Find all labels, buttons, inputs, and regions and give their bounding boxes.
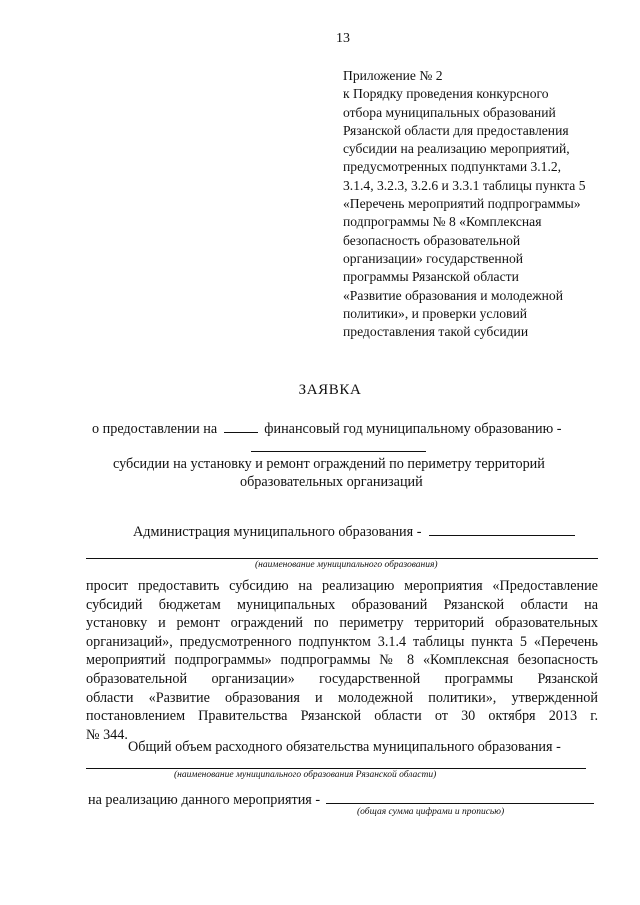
amount-blank-field[interactable] [326, 789, 594, 804]
body-line: образовательной организации» государственной программы Рязанской [86, 670, 598, 687]
body-line: просит предоставить субсидию на реализацию мероприятия «Предоставление [86, 578, 598, 594]
municipality-full-name-line[interactable] [86, 558, 598, 559]
appendix-line: Рязанской области для предоставления [343, 122, 569, 138]
implementation-label: на реализацию данного мероприятия - [88, 792, 321, 808]
page-number: 13 [336, 31, 350, 46]
body-line: организаций», предусмотренного подпунктом 3.1.4 таблицы пункта 5 «Перечень [86, 633, 598, 650]
caption-amount: (общая сумма цифрами и прописью) [357, 807, 505, 817]
appendix-line: безопасность образовательной [343, 232, 521, 248]
subtitle-line-2: субсидии на установку и ремонт ограждений по периметру территорий [113, 456, 545, 472]
subtitle-line-3: образовательных организаций [240, 474, 423, 490]
caption-municipality: (наименование муниципального образования) [255, 560, 438, 570]
administration-blank-field[interactable] [429, 521, 575, 536]
body-line: постановлением Правительства Рязанской области от 30 октября 2013 г. [86, 708, 598, 725]
appendix-header [343, 67, 618, 341]
appendix-line: к Порядку проведения конкурсного [343, 86, 549, 102]
body-line: области «Развитие образования и молодежной политики», утвержденной [86, 689, 598, 706]
subtitle-before: о предоставлении на [92, 421, 218, 437]
body-line: мероприятий подпрограммы» подпрограммы № 8 «Комплексная безопасность [86, 652, 598, 669]
appendix-line: предоставления такой субсидии [343, 324, 529, 340]
appendix-line: организации» государственной [343, 250, 524, 266]
subtitle-line-1 [92, 418, 561, 438]
implementation-line [88, 789, 594, 809]
subtitle-after: финансовый год муниципальному образованию - [264, 421, 562, 437]
document-title: ЗАЯВКА [298, 382, 362, 398]
municipality-name-blank[interactable] [251, 451, 426, 452]
appendix-line: предусмотренных подпунктами 3.1.2, [343, 159, 562, 175]
body-line: № 344. [86, 726, 128, 743]
year-blank-field[interactable] [224, 418, 258, 433]
request-body [86, 577, 598, 744]
appendix-line: отбора муниципальных образований [343, 104, 556, 120]
administration-line [133, 521, 575, 541]
appendix-line: 3.1.4, 3.2.3, 3.2.6 и 3.3.1 таблицы пункта 5 [343, 177, 586, 193]
body-line: установку и ремонт ограждений по периметру территорий образовательных [86, 615, 598, 632]
municipality-region-line[interactable] [86, 768, 586, 769]
appendix-line: политики», и проверки условий [343, 305, 528, 321]
appendix-line: программы Рязанской области [343, 269, 519, 285]
appendix-line: субсидии на реализацию мероприятий, [343, 141, 570, 157]
appendix-line: «Перечень мероприятий подпрограммы» [343, 196, 581, 212]
administration-label: Администрация муниципального образования - [133, 524, 422, 540]
body-line: субсидий бюджетам муниципальных образований Рязанской области на [86, 596, 598, 613]
appendix-line: подпрограммы № 8 «Комплексная [343, 214, 542, 230]
total-volume-label: Общий объем расходного обязательства муниципального образования - [128, 739, 561, 755]
appendix-line: «Развитие образования и молодежной [343, 287, 563, 303]
caption-municipality-region: (наименование муниципального образования Рязанской области) [174, 770, 437, 780]
appendix-line: Приложение № 2 [343, 68, 443, 83]
